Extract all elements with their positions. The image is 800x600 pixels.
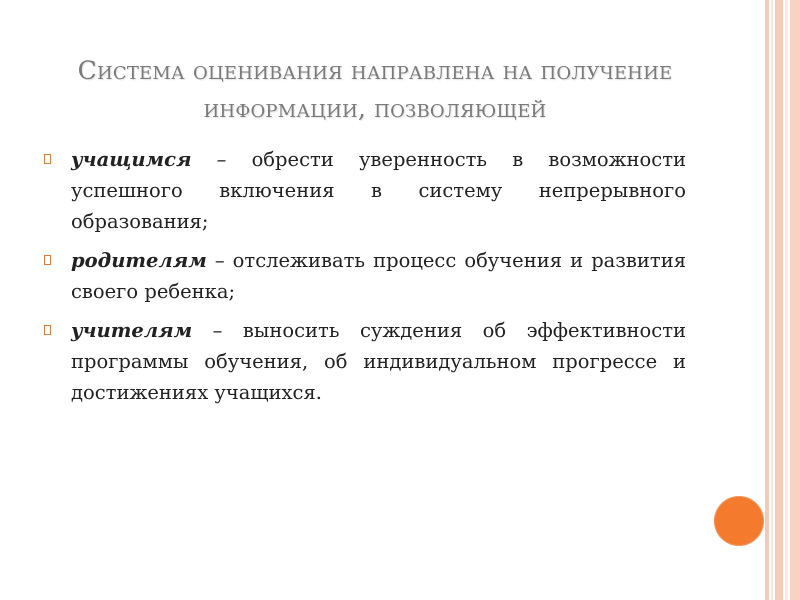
- decorative-stripe: [775, 0, 783, 600]
- decorative-stripe: [771, 0, 773, 600]
- bullet-item-students: [44, 144, 686, 237]
- bullet-marker-icon: [44, 154, 51, 164]
- bullet-marker-icon: [44, 255, 51, 265]
- bullet-term: учащимся: [71, 148, 192, 171]
- bullet-term: учителям: [71, 319, 193, 342]
- bullet-list: [44, 144, 686, 416]
- decorative-stripe: [790, 0, 800, 600]
- bullet-marker-icon: [44, 325, 51, 335]
- bullet-text: – обрести уверенность в возможности успешного включения в систему непрерывного образования;: [71, 148, 686, 233]
- bullet-item-parents: [44, 245, 686, 307]
- bullet-term: родителям: [71, 249, 207, 272]
- accent-circle-decoration: [714, 496, 764, 546]
- slide-title: Система оценивания направлена на получение информации, позволяющей: [77, 56, 673, 123]
- bullet-text: – выносить суждения об эффективности программы обучения, об индивидуальном прогрессе и достижениях учащихся.: [71, 319, 686, 404]
- decorative-stripe: [765, 0, 769, 600]
- decorative-stripe: [785, 0, 788, 600]
- bullet-text: – отслеживать процесс обучения и развития своего ребенка;: [71, 249, 686, 303]
- bullet-item-teachers: [44, 315, 686, 408]
